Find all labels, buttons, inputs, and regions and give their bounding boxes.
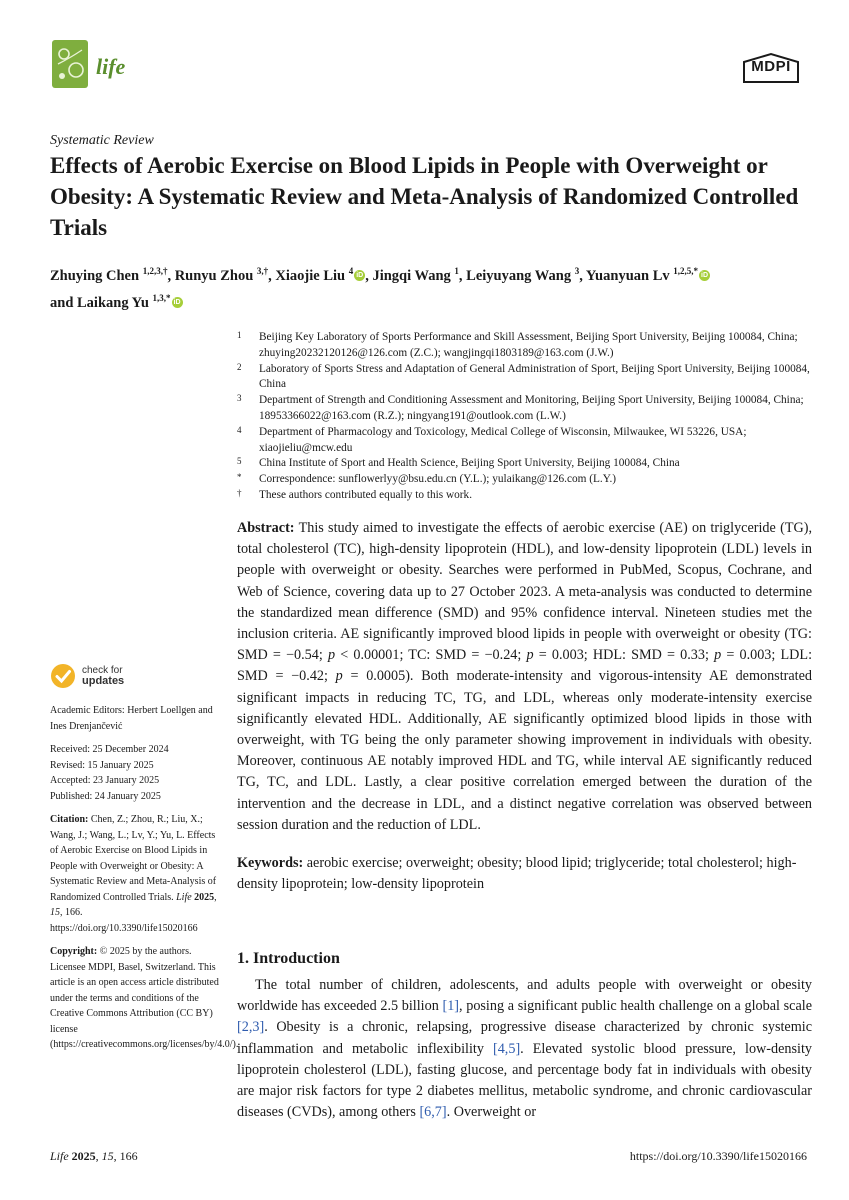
journal-logo-icon: [52, 40, 88, 88]
copyright-block: [50, 944, 239, 1053]
affiliation-mark: 3: [237, 393, 242, 404]
section-heading: 1. Introduction: [237, 950, 340, 967]
p-symbol: p: [335, 668, 343, 685]
author[interactable]: Xiaojie Liu $^4$ iD: [275, 266, 364, 284]
academic-editors: [50, 703, 220, 734]
check-for-updates-button[interactable]: [50, 663, 220, 689]
intro-text: . Obesity is a chronic, relapsing, progressive disease characterized by chronic systemic inflammation and metabolic inflexibility: [237, 1019, 812, 1057]
orcid-icon[interactable]: iD: [701, 271, 708, 279]
author[interactable]: Yuanyuan Lv $^{1,2,5,*}$ iD: [585, 266, 708, 284]
intro-text: The total number of children, adolescents, and adults people with overweight or obesity worldwide has exceeded 2.5 billion: [237, 977, 812, 1015]
citation-text: Chen, Z.; Zhou, R.; Liu, X.; Wang, J.; Wang, L.; Lv, Y.; Yu, L. Effects of Aerobic Exercise on Blood Lipids in People with Overweight or Obesity: A Systematic Review and Meta-Analysis of Randomized Controlled Trials.: [50, 814, 217, 903]
introduction-paragraph: [237, 975, 812, 1123]
affiliation-item: [237, 393, 817, 425]
keywords: [237, 853, 812, 895]
intro-text: . Overweight or: [446, 1104, 537, 1121]
author[interactable]: Zhuying Chen $^{1,2,3,\dagger}$: [50, 266, 168, 284]
affiliation-item: [237, 456, 817, 472]
journal-logo: [52, 40, 88, 88]
citation-year: 2025: [194, 891, 215, 903]
citation-link[interactable]: [2,3]: [237, 1019, 265, 1036]
p-symbol: p: [327, 647, 336, 664]
editors-names: Herbert Loellgen and Ines Drenjančević: [50, 705, 213, 732]
affiliation-item: [237, 425, 817, 457]
article-dates: [50, 742, 220, 804]
affiliation-mark: 4: [237, 424, 242, 435]
author[interactable]: Leiyuyang Wang $^3$: [466, 266, 580, 284]
footer-article: , 166: [113, 1149, 138, 1163]
author[interactable]: Jingqi Wang $^1$: [372, 266, 459, 284]
intro-text: . Elevated systolic blood pressure, low-density lipoprotein cholesterol (LDL), fasting glucose, and percentage body fat in individuals with obesity are major risk factors for type 2 diabetes mellitus, metabolic syndrome, and chronic cardiovascular diseases (CVDs), among others: [237, 1040, 812, 1121]
author[interactable]: Runyu Zhou $^{3,\dagger}$: [174, 266, 269, 284]
citation-link[interactable]: [4,5]: [492, 1040, 521, 1057]
keywords-label: Keywords:: [237, 855, 304, 871]
equal-contribution-note: These authors contributed equally to this work.: [259, 488, 473, 501]
citation-volume: 15: [50, 907, 60, 918]
footer-doi-link[interactable]: https://doi.org/10.3390/life15020166: [629, 1149, 807, 1163]
updates-label: updates: [82, 675, 125, 687]
affiliation-mark: 2: [237, 361, 242, 372]
article-info-sidebar: [50, 663, 239, 1061]
check-label: check for: [82, 665, 123, 676]
copyright-label: Copyright:: [50, 946, 98, 957]
affiliation-mark: 1: [237, 330, 242, 340]
paper-title: Effects of Aerobic Exercise on Blood Lipids in People with Overweight or Obesity: A Systematic Review and Meta-Analysis of Randomized Controlled Trials: [50, 153, 799, 240]
abstract: [237, 518, 812, 836]
abstract-text: = 0.003; LDL: SMD = −0.42;: [237, 647, 813, 685]
footer-journal-ref: Life 2025, 15, 166: [50, 1149, 138, 1163]
publisher-name: MDPI: [751, 58, 791, 75]
copyright-text: © 2025 by the authors. Licensee MDPI, Basel, Switzerland. This article is an open access article distributed under the terms and conditions of the Creative Commons Attribution (CC BY) license (https://creativecommons.org/licenses/by/4.0/).: [50, 946, 239, 1050]
affiliation-text: Laboratory of Sports Stress and Adaptation of General Administration of Sport, Beijing Sport University, Beijing 100084, China: [259, 362, 810, 391]
author-conjunction: and: [50, 294, 74, 311]
affiliation-mark: 5: [237, 456, 242, 467]
affiliation-item: [237, 330, 817, 362]
intro-text: , posing a significant public health challenge on a global scale: [459, 998, 813, 1015]
citation-journal: Life: [176, 891, 192, 903]
journal-name: life: [96, 54, 126, 79]
affiliation-text: Beijing Key Laboratory of Sports Performance and Skill Assessment, Beijing Sport University, Beijing 100084, China; zhuying20232120126@126.com (Z.C.); wangjingqi1803189@163.com (J.W.): [259, 331, 798, 359]
editors-label: Academic Editors:: [50, 705, 125, 716]
citation-link[interactable]: [6,7]: [419, 1104, 447, 1121]
abstract-text: This study aimed to investigate the effects of aerobic exercise (AE) on triglyceride (TG), total cholesterol (TC), high-density lipoprotein (HDL), and low-density lipoprotein (LDL) levels in people with overweight or obesity. Searches were performed in PubMed, Scopus, Cochrane, and Web of Science, covering data up to 27 October 2023. A meta-analysis was conducted to determine the standardized mean difference (SMD) and 95% confidence interval. Nineteen studies met the inclusion criteria. AE significantly improved blood lipids in people with overweight or obesity (TG: SMD = −0.54;: [237, 520, 813, 664]
citation-label: Citation:: [50, 814, 89, 825]
author[interactable]: Laikang Yu $^{1,3,*}$ iD: [77, 292, 181, 311]
correspondence-text: Correspondence: sunflowerlyy@bsu.edu.cn (Y.L.); yulaikang@126.com (L.Y.): [259, 473, 617, 486]
p-symbol: p: [714, 647, 722, 664]
abstract-text: = 0.0005). Both moderate-intensity and vigorous-intensity AE demonstrated significant impacts in reducing TC, TG, and LDL, whereas only moderate-intensity exercise significantly elevated HDL. Additionally, AE significantly optimized blood lipids in those with overweight, with TG being the only parameter showing improvement in individuals with obesity. Moreover, continuous AE notably improved HDL and TG, while interval AE significantly reduced TG, TC, and LDL. Lastly, a clear positive correlation emerged between the duration of the intervention and the decrease in LDL, and a distinct negative correlation was observed between session duration and the reduction of LDL.: [237, 668, 813, 833]
affiliation-text: China Institute of Sport and Health Science, Beijing Sport University, Beijing 100084, China: [259, 457, 680, 470]
p-symbol: p: [526, 647, 534, 664]
footer-journal: Life: [50, 1149, 69, 1163]
citation-link[interactable]: [1]: [442, 998, 460, 1015]
orcid-icon[interactable]: iD: [356, 271, 364, 279]
abstract-text: < 0.00001; TC: SMD = −0.24;: [335, 647, 527, 664]
received-date: Received: 25 December 2024: [50, 744, 169, 755]
abstract-text: = 0.003; HDL: SMD = 0.33;: [533, 647, 715, 664]
accepted-date: Accepted: 23 January 2025: [50, 775, 160, 786]
footer-volume: 15: [101, 1149, 114, 1163]
citation-doi[interactable]: , 166. https://doi.org/10.3390/life15020166: [50, 907, 198, 934]
article-type: Systematic Review: [50, 133, 154, 148]
published-date: Published: 24 January 2025: [50, 790, 161, 802]
orcid-icon[interactable]: iD: [173, 298, 181, 306]
affiliation-item: [237, 472, 817, 488]
affiliation-item: [237, 362, 817, 394]
keywords-text: aerobic exercise; overweight; obesity; blood lipid; triglyceride; total cholesterol; high-density lipoprotein; low-density lipoprotein: [237, 855, 797, 893]
citation-block: Citation: Chen, Z.; Zhou, R.; Liu, X.; Wang, J.; Wang, L.; Lv, Y.; Yu, L. Effects of Aerobic Exercise on Blood Lipids in People with Overweight or Obesity: A Systematic Review and Meta-Analysis of Randomized Controlled Trials. Life 2025, 15, 166. https://doi.org/10.3390/life15020166: [50, 814, 217, 934]
abstract-label: Abstract:: [237, 520, 295, 536]
affiliations: [237, 330, 817, 504]
revised-date: Revised: 15 January 2025: [50, 759, 154, 771]
author-list: Zhuying Chen $^{1,2,3,\dagger}$, Runyu Zhou $^{3,\dagger}$, Xiaojie Liu $^4$ iD , Jingqi Wang $^1$, Leiyuyang Wang $^3$, Yuanyuan Lv $^{1,2,5,*}$ iD and Laikang Yu $^{1,3,*}$ iD: [50, 266, 708, 311]
affiliation-item: [237, 488, 817, 504]
affiliation-mark: †: [237, 487, 242, 498]
affiliation-mark: *: [237, 472, 242, 483]
footer-year: 2025: [71, 1149, 96, 1163]
affiliation-text: Department of Pharmacology and Toxicology, Medical College of Wisconsin, Milwaukee, WI 53226, USA; xiaojieliu@mcw.edu: [259, 425, 747, 454]
check-updates-icon: [50, 663, 76, 689]
affiliation-text: Department of Strength and Conditioning Assessment and Monitoring, Beijing Sport University, Beijing 100084, China; 18953366022@163.com (R.Z.); ningyang191@outlook.com (L.W.): [259, 394, 804, 422]
